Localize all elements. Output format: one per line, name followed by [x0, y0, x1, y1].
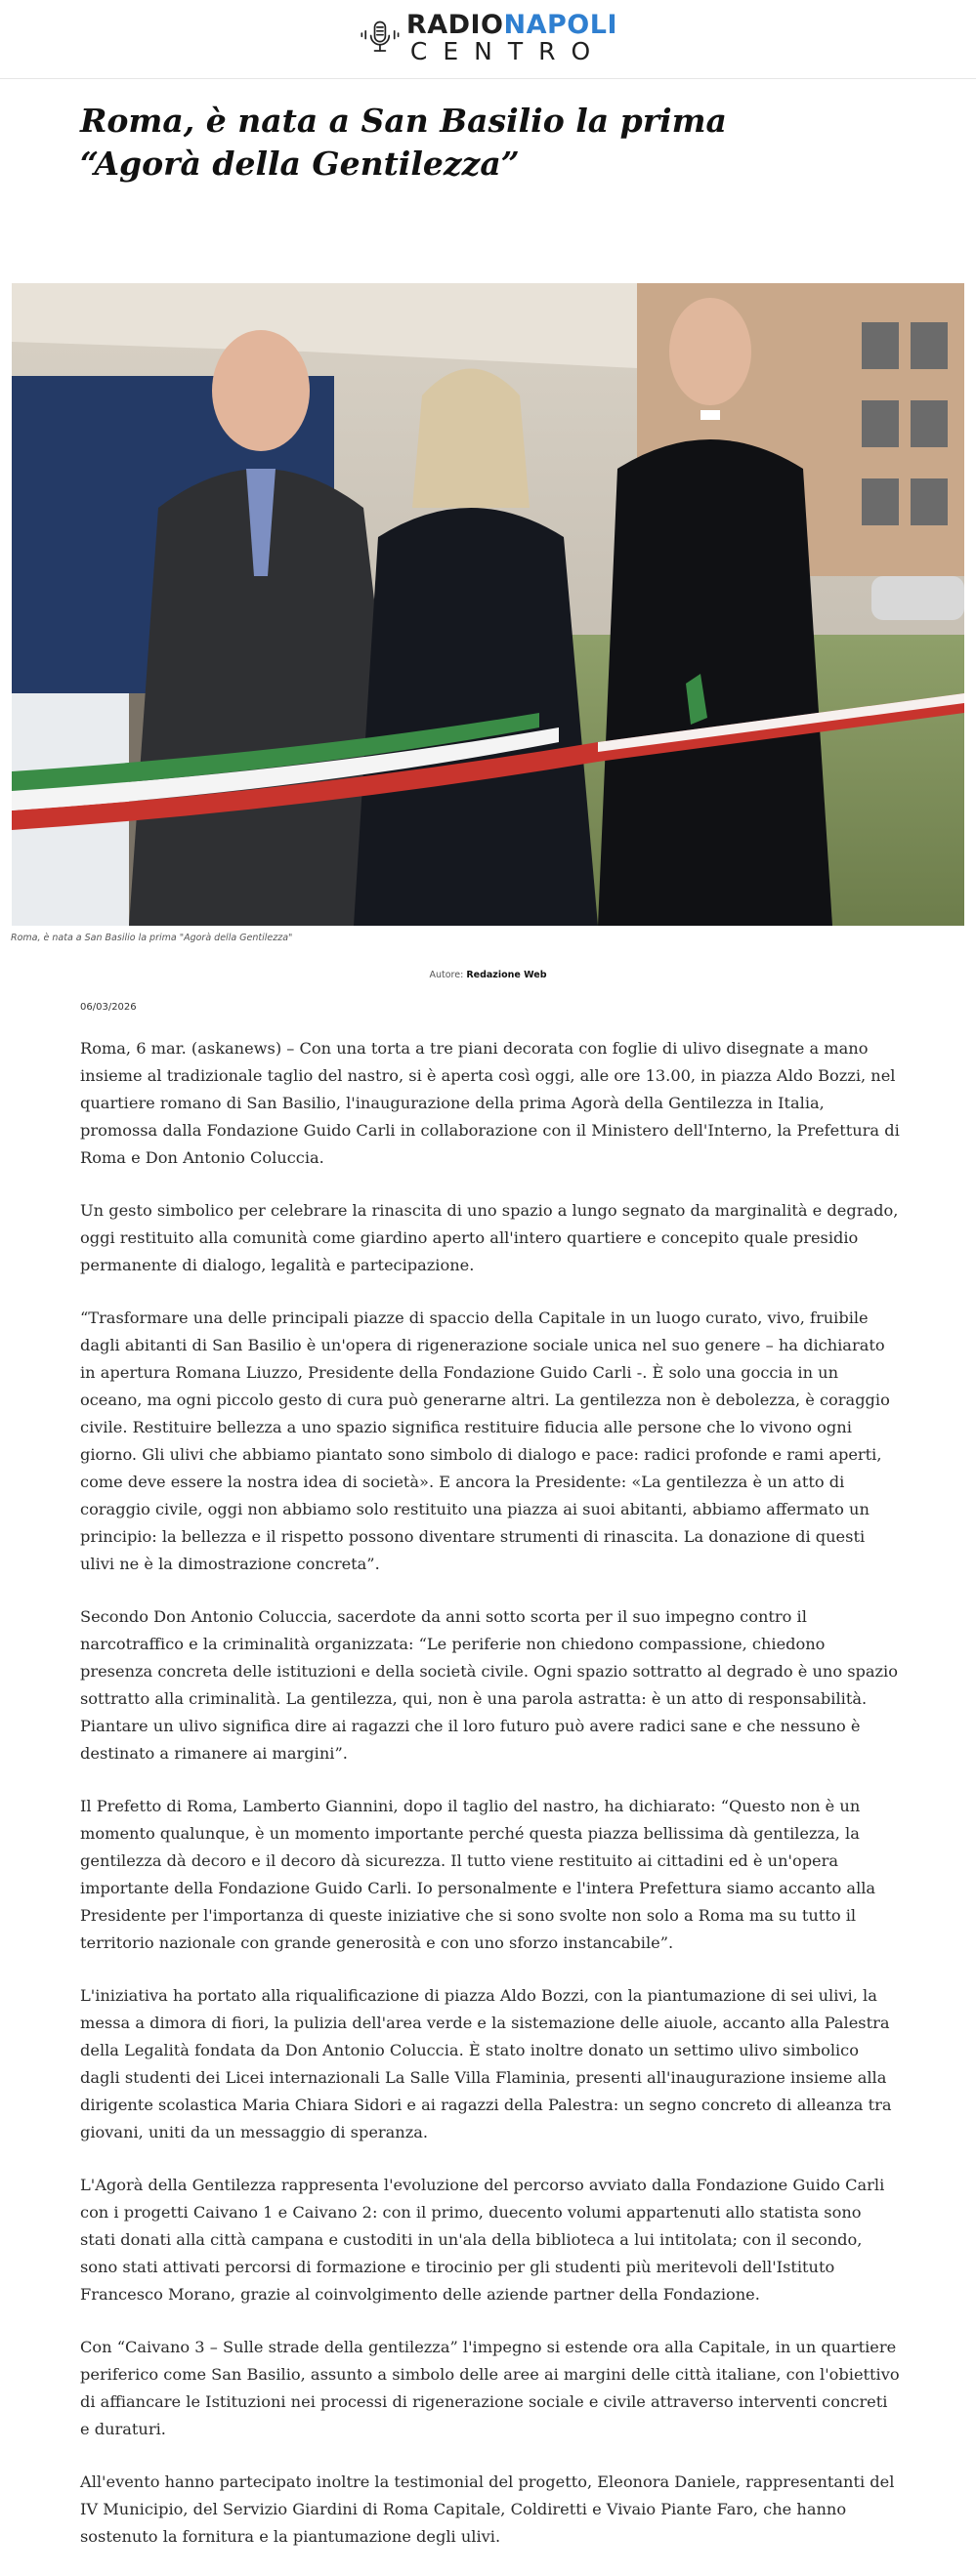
article-paragraph: L'Agorà della Gentilezza rappresenta l'evoluzione del percorso avviato dalla Fondazione Guido Carli con i progetti Caivano 1 e Caivano 2: con il primo, duecento volumi appartenuti allo statista sono stati donati alla città campana e custoditi in un'ala della biblioteca a lui intitolata; con il secondo, sono stati attivati percorsi di formazione e tirocinio per gli studenti più meritevoli dell'Istituto Francesco Morano, grazie al coinvolgimento delle aziende partner della Fondazione.	[80, 2176, 885, 2304]
image-caption: Roma, è nata a San Basilio la prima "Agorà della Gentilezza"	[11, 933, 293, 943]
logo-radio-text: RADIO	[405, 9, 504, 40]
publish-date: 06/03/2026	[80, 1002, 137, 1013]
microphone-icon	[360, 10, 401, 64]
logo-napoli-text: NAPOLI	[503, 9, 617, 40]
article-paragraph: Con “Caivano 3 – Sulle strade della gentilezza” l'impegno si estende ora alla Capitale, in un quartiere periferico come San Basilio, assunto a simbolo delle aree ai margini delle città italiane, con l'obiettivo di affiancare le Istituzioni nei processi di rigenerazione sociale e civile attraverso interventi concreti e duraturi.	[80, 2338, 900, 2438]
author-name[interactable]: Redazione Web	[466, 970, 547, 980]
logo-centro-text: CENTRO	[409, 36, 607, 65]
author-line	[0, 970, 976, 980]
article-paragraph: “Trasformare una delle principali piazze di spaccio della Capitale in un luogo curato, vivo, fruibile dagli abitanti di San Basilio è un'opera di rigenerazione sociale unica nel suo genere – ha dichiarato in apertura Romana Liuzzo, Presidente della Fondazione Guido Carli -. È solo una goccia in un oceano, ma ogni piccolo gesto di cura può generarne altri. La gentilezza non è debolezza, è coraggio civile. Restituire bellezza a uno spazio significa restituire fiducia alle persone che lo vivono ogni giorno. Gli ulivi che abbiamo piantato sono simbolo di dialogo e pace: radici profonde e rami aperti, come deve essere la nostra idea di società». E ancora la Presidente: «La gentilezza è un atto di coraggio civile, oggi non abbiamo solo restituito una piazza ai suoi abitanti, abbiamo affermato un principio: la bellezza e il rispetto possono diventare strumenti di rinascita. La donazione di questi ulivi ne è la dimostrazione concreta”.	[80, 1309, 890, 1573]
article-paragraph: All'evento hanno partecipato inoltre la testimonial del progetto, Eleonora Daniele, rappresentanti del IV Municipio, del Servizio Giardini di Roma Capitale, Coldiretti e Vivaio Piante Faro, che hanno sostenuto la fornitura e la piantumazione degli ulivi.	[80, 2472, 895, 2546]
article-title: Roma, è nata a San Basilio la prima “Agorà della Gentilezza”	[80, 102, 727, 183]
author-label: Autore:	[429, 970, 464, 980]
article-paragraph: Il Prefetto di Roma, Lamberto Giannini, dopo il taglio del nastro, ha dichiarato: “Questo non è un momento qualunque, è un momento importante perché questa piazza bellissima dà gentilezza, la gentilezza dà decoro e il decoro dà sicurezza. Il tutto viene restituito ai cittadini ed è un'opera importante della Fondazione Guido Carli. Io personalmente e l'intera Prefettura siamo accanto alla Presidente per l'importanza di queste iniziative che si sono svolte non solo a Roma ma su tutto il territorio nazionale con grande generosità e con uno sforzo instancabile”.	[80, 1797, 876, 1952]
site-header	[0, 0, 976, 79]
article-body	[80, 1035, 901, 2576]
ribbon-cutting-photo	[12, 283, 964, 926]
article-paragraph: Roma, 6 mar. (askanews) – Con una torta a tre piani decorata con foglie di ulivo disegnate a mano insieme al tradizionale taglio del nastro, si è aperta così oggi, alle ore 13.00, in piazza Aldo Bozzi, nel quartiere romano di San Basilio, l'inaugurazione della prima Agorà della Gentilezza in Italia, promossa dalla Fondazione Guido Carli in collaborazione con il Ministero dell'Interno, la Prefettura di Roma e Don Antonio Coluccia.	[80, 1039, 900, 1167]
logo-wordmark	[405, 9, 617, 65]
article-paragraph: L'iniziativa ha portato alla riqualificazione di piazza Aldo Bozzi, con la piantumazione di sei ulivi, la messa a dimora di fiori, la pulizia dell'area verde e la sistemazione delle aiuole, accanto alla Palestra della Legalità fondata da Don Antonio Coluccia. È stato inoltre donato un settimo ulivo simbolico dagli studenti dei Licei internazionali La Salle Villa Flaminia, presenti all'inaugurazione insieme alla dirigente scolastica Maria Chiara Sidori e ai ragazzi della Palestra: un segno concreto di alleanza tra giovani, uniti da un messaggio di speranza.	[80, 1986, 892, 2141]
article-paragraph: Secondo Don Antonio Coluccia, sacerdote da anni sotto scorta per il suo impegno contro il narcotraffico e la criminalità organizzata: “Le periferie non chiedono compassione, chiedono presenza concreta delle istituzioni e della società civile. Ogni spazio sottratto al degrado è uno spazio sottratto alla criminalità. La gentilezza, qui, non è una parola astratta: è un atto di responsabilità. Piantare un ulivo significa dire ai ragazzi che il loro futuro può avere radici sane e che nessuno è destinato a rimanere ai margini”.	[80, 1607, 898, 1763]
site-logo[interactable]	[360, 10, 617, 64]
hero-photo	[12, 283, 964, 926]
article-paragraph: Un gesto simbolico per celebrare la rinascita di uno spazio a lungo segnato da marginalità e degrado, oggi restituito alla comunità come giardino aperto all'intero quartiere e concepito quale presidio permanente di dialogo, legalità e partecipazione.	[80, 1201, 899, 1274]
